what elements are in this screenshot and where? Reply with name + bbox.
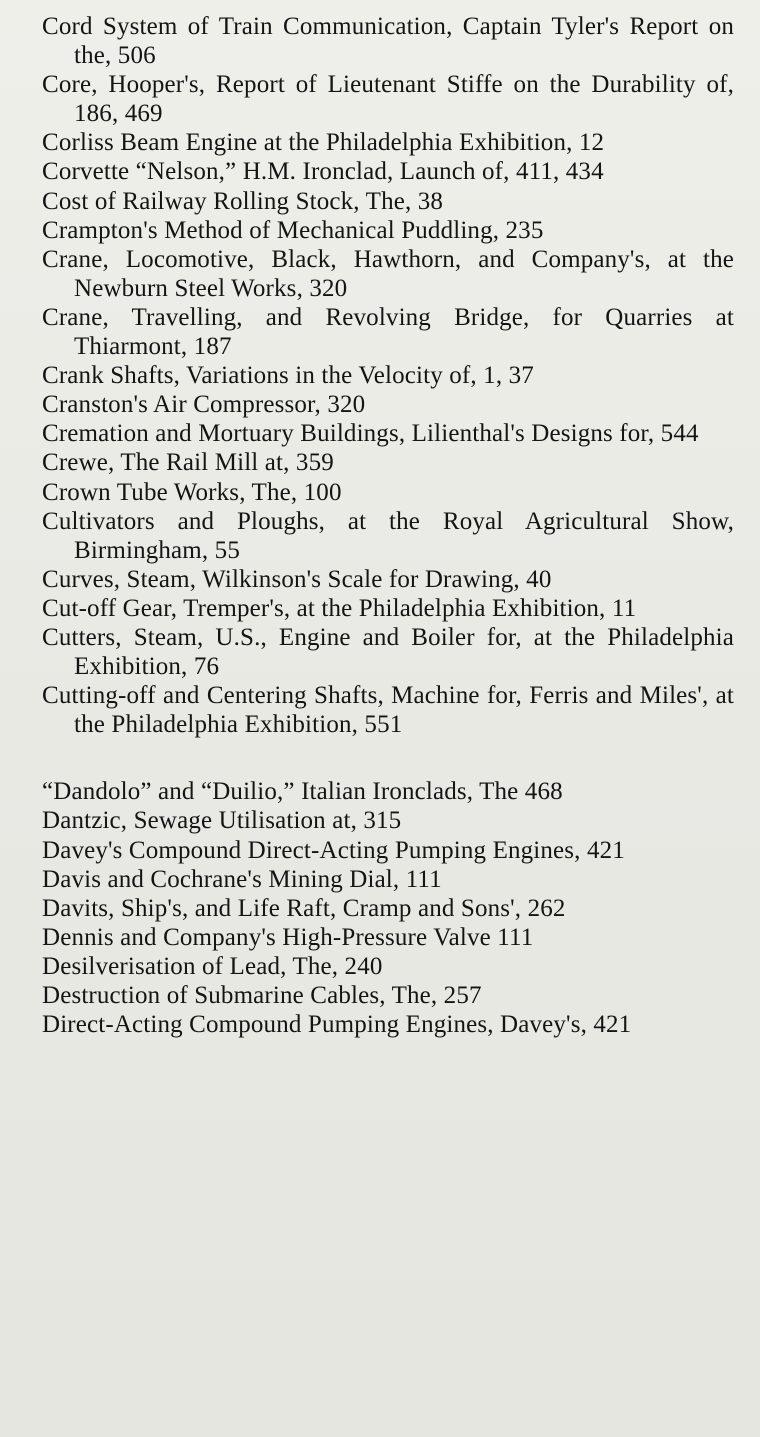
index-entry: Desilverisation of Lead, The, 240: [42, 952, 383, 980]
index-entry: Crane, Locomotive, Black, Hawthorn, and Company's, at the Newburn Steel Works, 320: [42, 245, 734, 302]
index-entry: Crane, Travelling, and Revolving Bridge, for Quarries at Thiarmont, 187: [42, 303, 734, 361]
index-column: [42, 12, 734, 1039]
index-entry: Cutters, Steam, U.S., Engine and Boiler for, at the Philadelphia Exhibition, 76: [42, 623, 734, 681]
index-entry: Crown Tube Works, The, 100: [42, 478, 342, 506]
index-entry: Core, Hooper's, Report of Lieutenant Stiffe on the Durability of, 186, 469: [42, 71, 734, 128]
index-entry: Dennis and Company's High-Pressure Valve 111: [42, 923, 534, 951]
index-entry: Corliss Beam Engine at the Philadelphia Exhibition, 12: [42, 129, 605, 157]
index-entry: Davis and Cochrane's Mining Dial, 111: [42, 865, 442, 893]
index-entry: Crewe, The Rail Mill at, 359: [42, 449, 334, 477]
index-entry: “Dandolo” and “Duilio,” Italian Ironclads, The 468: [42, 778, 563, 806]
index-entry: Davits, Ship's, and Life Raft, Cramp and Sons', 262: [42, 894, 566, 922]
index-entry: Cranston's Air Compressor, 320: [42, 391, 366, 419]
index-entry: Cost of Railway Rolling Stock, The, 38: [42, 187, 444, 215]
index-entry: Crampton's Method of Mechanical Puddling, 235: [42, 216, 544, 244]
index-entry: Destruction of Submarine Cables, The, 257: [42, 982, 482, 1009]
index-entry: Dantzic, Sewage Utilisation at, 315: [42, 807, 402, 835]
index-entry: Davey's Compound Direct-Acting Pumping Engines, 421: [42, 836, 625, 864]
index-entry: Cutting-off and Centering Shafts, Machine for, Ferris and Miles', at the Philadelphia Exhibition, 551: [42, 682, 734, 739]
index-entry: Cultivators and Ploughs, at the Royal Agricultural Show, Birmingham, 55: [42, 507, 734, 564]
section-divider: [42, 739, 734, 777]
index-entry: Cut-off Gear, Tremper's, at the Philadelphia Exhibition, 11: [42, 594, 637, 622]
index-entry: Direct-Acting Compound Pumping Engines, Davey's, 421: [42, 1011, 632, 1039]
index-entry: Curves, Steam, Wilkinson's Scale for Drawing, 40: [42, 565, 552, 593]
index-entry: Cremation and Mortuary Buildings, Lilienthal's Designs for, 544: [42, 420, 699, 448]
index-entry: Cord System of Train Communication, Captain Tyler's Report on the, 506: [42, 13, 734, 70]
index-entry: Crank Shafts, Variations in the Velocity of, 1, 37: [42, 362, 534, 390]
index-entry: Corvette “Nelson,” H.M. Ironclad, Launch of, 411, 434: [42, 158, 604, 186]
